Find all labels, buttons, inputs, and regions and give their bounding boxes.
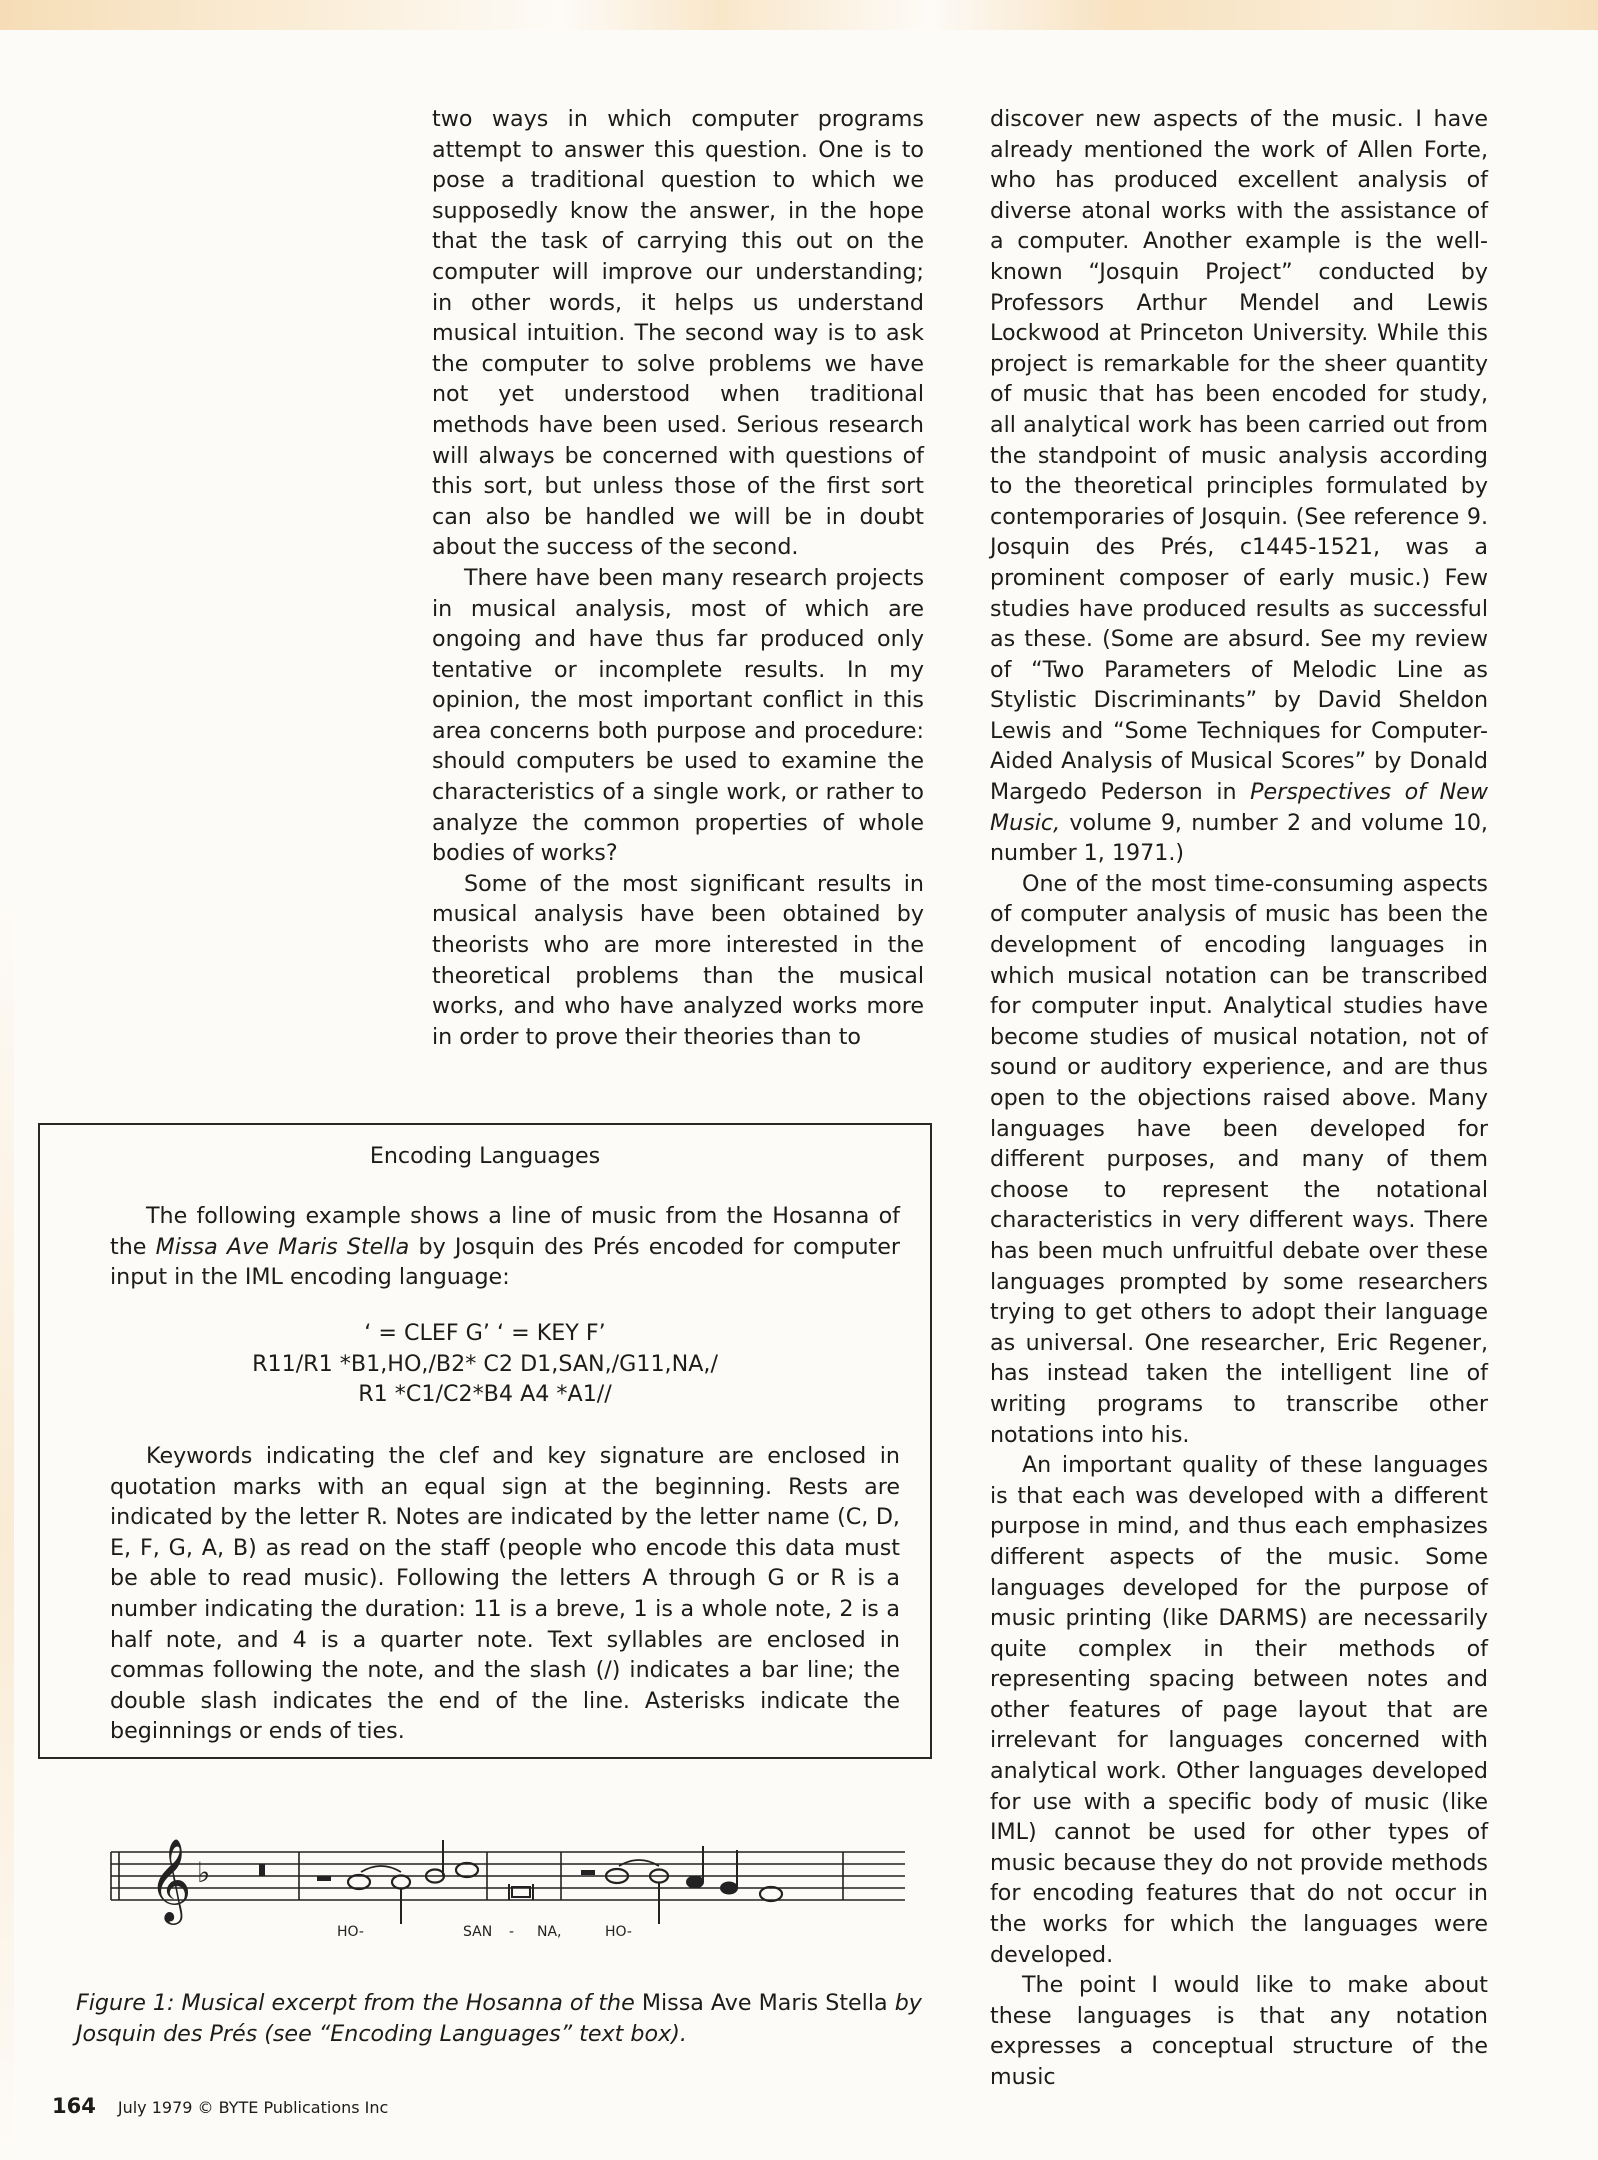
figure-caption bbox=[76, 1988, 936, 2049]
caption-work-title: Missa Ave Maris Stella bbox=[641, 1990, 888, 2016]
music-staff-figure bbox=[105, 1820, 905, 1950]
code-line: R1 *C1/C2*B4 A4 *A1// bbox=[358, 1381, 612, 1408]
box-intro-text: The following example shows a line of music from the Hosanna of the bbox=[110, 1203, 900, 1260]
code-line: R11/R1 *B1,HO,/B2* C2 D1,SAN,/G11,NA,/ bbox=[252, 1350, 718, 1377]
whole-rest-icon bbox=[581, 1870, 595, 1875]
page-number: 164 bbox=[52, 2094, 96, 2118]
iml-code-block bbox=[40, 1318, 930, 1410]
music-staff bbox=[105, 1820, 905, 1950]
code-line: ‘ = CLEF G’ ‘ = KEY F’ bbox=[364, 1320, 606, 1346]
article-column-middle bbox=[432, 104, 924, 1052]
box-title: Encoding Languages bbox=[369, 1143, 601, 1169]
page-footer bbox=[52, 2094, 388, 2118]
footer-publication: July 1979 © BYTE Publications Inc bbox=[117, 2098, 389, 2117]
whole-rest-icon bbox=[317, 1876, 331, 1881]
quarter-note-icon bbox=[686, 1876, 704, 1889]
paragraph-text: discover new aspects of the music. I have already mentioned the work of Allen Forte, who has produced excellent analysis of diverse atonal works with the assistance of a computer. Another example is the well-known “Josquin Project” conducted by Professors Arthur Mendel and Lewis Lockwood at Princeton University. While this project is remarkable for the sheer quantity of music that has been encoded for study, all analytical work has been carried out from the standpoint of music analysis according to the theoretical principles formulated by contemporaries of Josquin. (See reference 9. Josquin des Prés, c1445-1521, was a prominent composer of early music.) Few studies have produced results as successful as these. (Some are absurd. See my review of “Two Parameters of Melodic Line as Stylistic Discriminants” by David Sheldon Lewis and “Some Techniques for Computer-Aided Analysis of Musical Scores” by Donald Margedo Pederson in bbox=[990, 106, 1488, 806]
treble-clef-icon: 𝄞 bbox=[149, 1837, 192, 1921]
lyric-syllable: NA, bbox=[537, 1924, 562, 1940]
lyric-hyphen: - bbox=[509, 1924, 515, 1940]
flat-sign-icon: ♭ bbox=[197, 1856, 211, 1889]
tie-icon bbox=[619, 1860, 659, 1866]
paragraph-text: volume 9, number 2 and volume 10, number 1, 1971.) bbox=[990, 809, 1488, 867]
whole-note-icon bbox=[348, 1875, 370, 1889]
breve-note-icon bbox=[509, 1884, 533, 1900]
whole-note-icon bbox=[456, 1863, 478, 1877]
paragraph: Some of the most significant results in musical analysis have been obtained by theorists who are more interested in the theoretical problems than the musical works, and who have analyzed works more in order to prove their theories than to bbox=[432, 870, 924, 1050]
page-stain-top bbox=[0, 0, 1598, 30]
quarter-note-icon bbox=[720, 1882, 738, 1895]
journal-title: Perspectives of New Music, bbox=[990, 779, 1488, 836]
article-column-right bbox=[990, 104, 1488, 2093]
paragraph: One of the most time-consuming aspects of computer analysis of music has been the development of encoding languages in which musical notation can be transcribed for computer input. Analytical studies have become studies of musical notation, not of sound or auditory experience, and are thus open to the objections raised above. Many languages have been developed for different purposes, and many of them choose to represent the notational characteristics in very different ways. There has been much unfruitful debate over these languages prompted by some researchers trying to get others to adopt their language as universal. One researcher, Eric Regener, has instead taken the intelligent line of writing programs to transcribe other notations into his. bbox=[990, 870, 1488, 1448]
paragraph: The point I would like to make about these languages is that any notation expresses a conceptual structure of the music bbox=[990, 1972, 1488, 2090]
caption-text: by Josquin des Prés (see “Encoding Languages” text box). bbox=[76, 1990, 922, 2047]
lyric-syllable: HO- bbox=[605, 1924, 632, 1940]
lyric-syllable: SAN bbox=[463, 1924, 493, 1940]
encoding-languages-box bbox=[38, 1123, 932, 1759]
paragraph: two ways in which computer programs attempt to answer this question. One is to pose a traditional question to which we supposedly know the answer, in the hope that the task of carrying this out on the computer will improve our understanding; in other words, it helps us understand musical intuition. The second way is to ask the computer to solve problems we have not yet understood when traditional methods have been used. Serious research will always be concerned with questions of this sort, but unless those of the first sort can also be handled we will be in doubt about the success of the second. bbox=[432, 106, 924, 561]
page-stain-left bbox=[0, 900, 14, 2160]
caption-text: Figure 1: Musical excerpt from the Hosanna of the bbox=[76, 1990, 635, 2016]
box-body: Keywords indicating the clef and key signature are enclosed in quotation marks with an equal sign at the beginning. Rests are indicated by the letter R. Notes are indicated by the letter name (C, D, E, F, G, A, B) as read on the staff (people who encode this data must be able to read music). Following the letters A through G or R is a number indicating the duration: 11 is a breve, 1 is a whole note, 2 is a half note, and 4 is a quarter note. Text syllables are enclosed in commas following the note, and the slash (/) indicates a bar line; the double slash indicates the end of the line. Asterisks indicate the beginnings or ends of ties. bbox=[110, 1443, 900, 1745]
paragraph: An important quality of these languages is that each was developed with a different purpose in mind, and thus each emphasizes different aspects of the music. Some languages developed for the purpose of music printing (like DARMS) are necessarily quite complex in their methods of representing spacing between notes and other features of page layout that are irrelevant for languages concerned with analytical work. Other languages developed for use with a specific body of music (like IML) cannot be used for other types of music because they do not provide methods for encoding features that do not occur in the works for which the languages were developed. bbox=[990, 1452, 1488, 1968]
half-note-icon bbox=[392, 1876, 410, 1889]
box-intro-text: by Josquin des Prés encoded for computer input in the IML encoding language: bbox=[110, 1233, 901, 1291]
tie-icon bbox=[361, 1866, 401, 1872]
work-title: Missa Ave Maris Stella bbox=[155, 1233, 410, 1260]
lyric-syllable: HO- bbox=[337, 1924, 364, 1940]
paragraph bbox=[990, 104, 1488, 869]
breve-rest-icon bbox=[259, 1864, 265, 1876]
box-intro bbox=[110, 1201, 900, 1293]
whole-note-icon bbox=[760, 1887, 782, 1901]
paragraph: There have been many research projects in musical analysis, most of which are ongoing and have thus far produced only tentative or incomplete results. In my opinion, the most important conflict in this area concerns both purpose and procedure: should computers be used to examine the characteristics of a single work, or rather to analyze the common properties of whole bodies of works? bbox=[432, 564, 924, 867]
